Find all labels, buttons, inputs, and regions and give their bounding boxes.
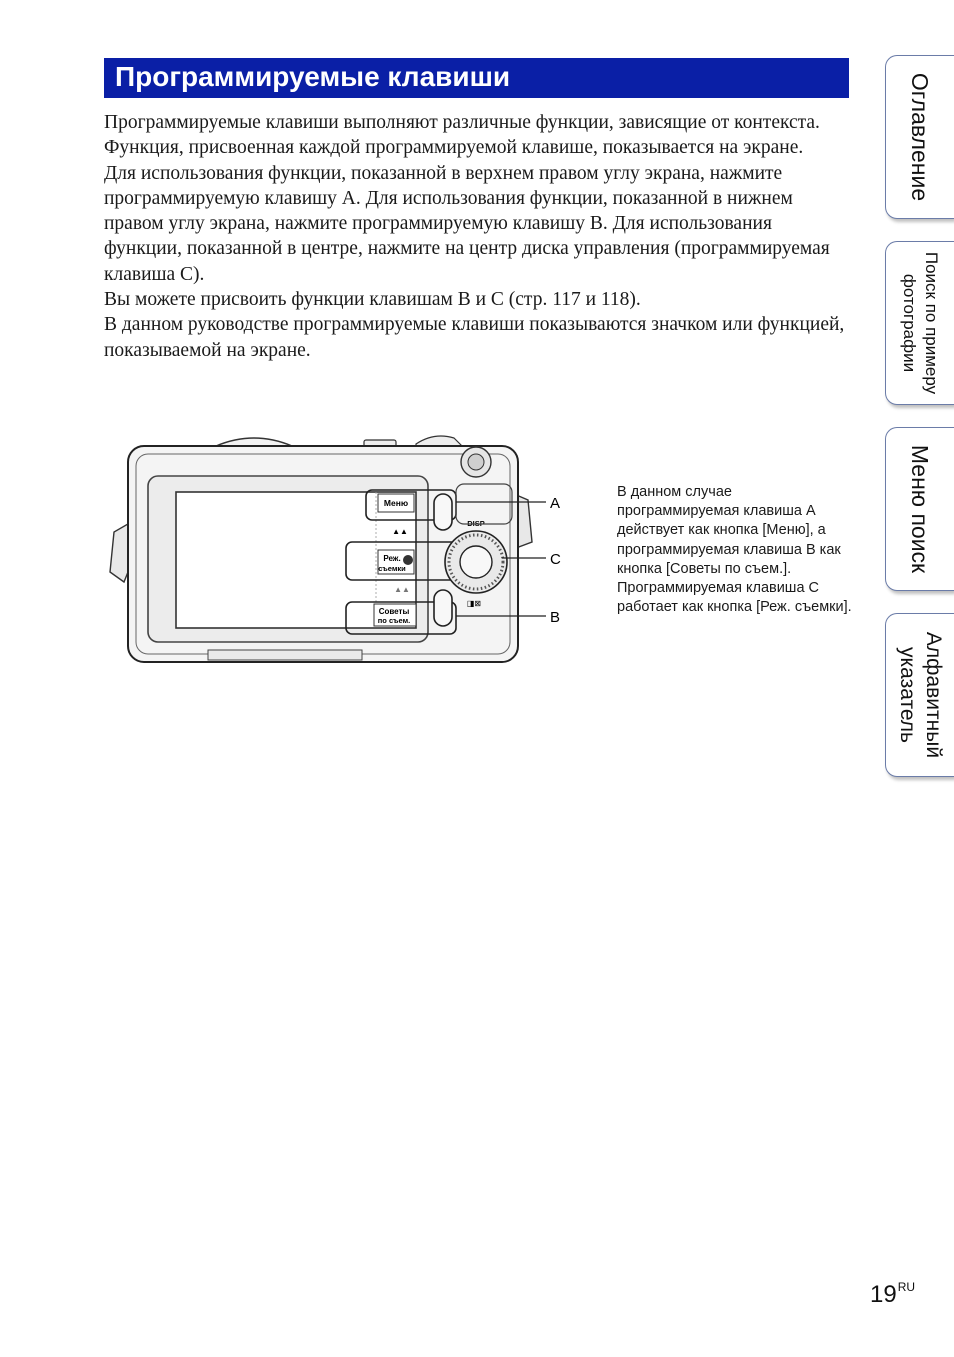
mode-dial-center — [468, 454, 484, 470]
bottom-panel — [208, 650, 362, 660]
scene-icon: ▲▲ — [392, 527, 408, 536]
figure-caption: В данном случае программируемая клавиша A действует как кнопка [Меню], а программируемая клавиша B как кнопка [Советы по съем.]. Программируемая клавиша C работает как кнопка [Реж. съемки]. — [617, 484, 852, 616]
callout-b: B — [550, 609, 561, 626]
soft-key-a — [434, 494, 452, 530]
section-heading-bar — [104, 58, 849, 98]
delete-icon: ◨⊠ — [466, 599, 482, 608]
soft-key-b — [434, 590, 452, 626]
callout-a: A — [550, 495, 561, 512]
paragraph: Программируемые клавиши выполняют различные функции, зависящие от контекста. — [104, 112, 820, 133]
page-number: $19^{RU}$ — [870, 1280, 916, 1308]
mode-dot-icon — [403, 555, 413, 565]
callout-c: C — [550, 551, 561, 568]
disp-label: DISP — [467, 519, 485, 528]
tab-menu-search[interactable] — [885, 427, 954, 591]
paragraph: Вы можете присвоить функции клавишам B и C (стр. 117 и 118). — [104, 289, 641, 311]
paragraph: Функция, присвоенная каждой программируемой клавише, показывается на экране. — [104, 137, 804, 159]
tab-photo-search[interactable] — [885, 241, 954, 405]
tab-alphabetical-index[interactable] — [885, 613, 954, 777]
page-lang: RU — [897, 1280, 916, 1294]
tab-label: Меню поиск — [907, 444, 933, 574]
body-text — [104, 110, 849, 363]
section-heading: Программируемые клавиши — [115, 61, 511, 92]
scene-icon-faded: ▲▲ — [394, 585, 410, 594]
paragraph: Для использования функции, показанной в верхнем правом углу экрана, нажмите программируемую клавишу A. Для использования функции, показанной в нижнем правом углу экрана, нажмите программируемую клавишу B. Для использования функции, показанной в центре, нажмите на центр диска управления (программируемая клавиша C). — [104, 162, 830, 285]
screen-label-mode-line1: Реж. — [383, 554, 401, 563]
tab-label: Оглавление — [907, 72, 933, 202]
screen-label-tips-line1: Советы — [378, 607, 410, 616]
control-wheel-center — [460, 546, 492, 578]
screen-label-menu: Меню — [383, 498, 409, 508]
lens-mount-top — [216, 438, 292, 446]
screen-label-tips-line2: по съем. — [377, 616, 411, 625]
tab-label: Алфавитный указатель — [896, 631, 945, 759]
screen-label-mode-line2: съемки — [378, 564, 406, 573]
tab-contents[interactable] — [885, 55, 954, 219]
camera-illustration-svg — [104, 432, 584, 672]
paragraph: В данном руководстве программируемые клавиши показываются значком или функцией, показываемой на экране. — [104, 314, 845, 361]
camera-back-illustration — [104, 432, 584, 672]
left-strap-lug — [110, 524, 128, 582]
tab-label: Поиск по примеру фотографии — [900, 251, 941, 395]
